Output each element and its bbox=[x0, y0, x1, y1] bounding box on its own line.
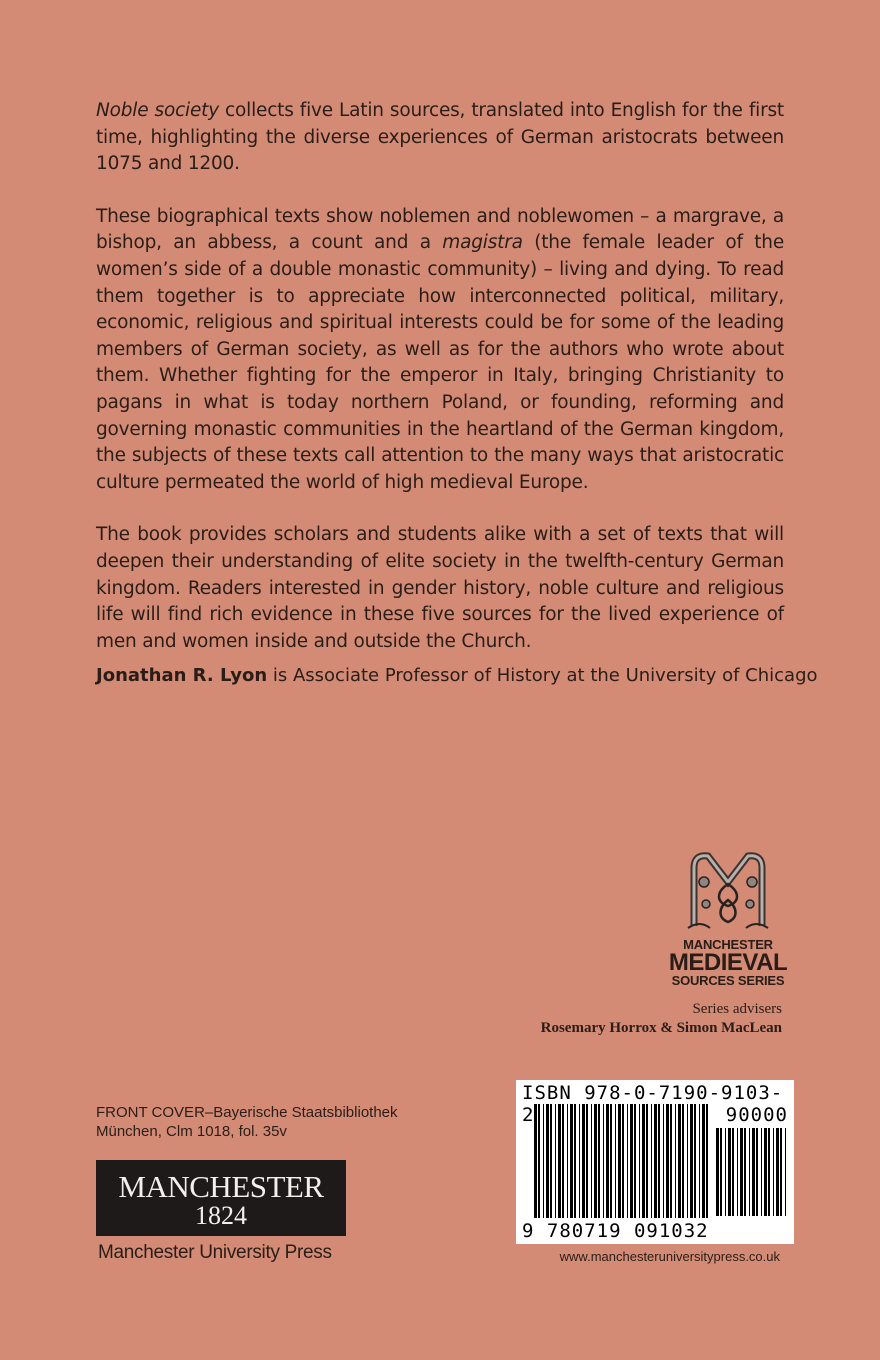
blurb-paragraph-1 bbox=[96, 98, 784, 178]
barcode-bar bbox=[756, 1128, 758, 1216]
barcode-bar bbox=[761, 1128, 762, 1216]
barcode-bar bbox=[603, 1104, 604, 1218]
series-line-1: MANCHESTER bbox=[683, 937, 773, 952]
front-cover-line-2: München, Clm 1018, fol. 35v bbox=[96, 1123, 287, 1140]
isbn-text: ISBN 978-0-7190-9103-2 bbox=[522, 1082, 784, 1126]
barcode-bar bbox=[749, 1128, 750, 1216]
barcode-bar bbox=[582, 1104, 585, 1218]
barcode-bar bbox=[716, 1128, 719, 1216]
publisher-logo-year: 1824 bbox=[195, 1201, 247, 1230]
back-cover-blurb bbox=[96, 98, 784, 681]
front-cover-credit bbox=[96, 1103, 398, 1141]
barcode-bar bbox=[627, 1104, 628, 1218]
barcode-bar bbox=[682, 1104, 684, 1218]
isbn-barcode bbox=[516, 1080, 794, 1244]
barcode-bar bbox=[776, 1128, 779, 1216]
barcode-bar bbox=[639, 1104, 640, 1218]
blurb-p2-text-b: (the female leader of the women’s side of a double monastic community) – living and dying. To read them together is to appreciate how interconnected political, military, economic, religious and spiritual interests could be for some of the leading members of German society, as well as for the authors who wrote about them. Whether fighting for the emperor in Italy, bringing Christianity to pagans in what is today northern Poland, or founding, reforming and governing monastic communities in the heartland of the German kingdom, the subjects of these texts call attention to the many ways that aristocratic culture permeated the world of high medieval Europe. bbox=[96, 232, 784, 493]
barcode-bar bbox=[737, 1128, 738, 1216]
barcode-bar bbox=[675, 1104, 676, 1218]
barcode-bar bbox=[699, 1104, 700, 1218]
barcode-bar bbox=[773, 1128, 774, 1216]
barcode-bar bbox=[654, 1104, 657, 1218]
barcode-bar bbox=[768, 1128, 770, 1216]
barcode-bar bbox=[646, 1104, 648, 1218]
barcode-bar bbox=[740, 1128, 743, 1216]
addon-number: 90000 bbox=[725, 1104, 788, 1126]
barcode-bar bbox=[534, 1104, 537, 1218]
barcode-bar bbox=[570, 1104, 573, 1218]
barcode-bar bbox=[658, 1104, 660, 1218]
ean-number: 9 780719 091032 bbox=[522, 1220, 709, 1242]
barcode-bar bbox=[543, 1104, 544, 1218]
barcode-bar bbox=[606, 1104, 609, 1218]
barcode-bar bbox=[618, 1104, 621, 1218]
barcode-bar bbox=[630, 1104, 633, 1218]
barcode-bar bbox=[594, 1104, 597, 1218]
barcode-bar bbox=[687, 1104, 688, 1218]
barcode-bar bbox=[615, 1104, 616, 1218]
barcode-bar bbox=[702, 1104, 705, 1218]
publisher-logo bbox=[96, 1160, 346, 1236]
barcode-bar bbox=[720, 1128, 722, 1216]
barcode-bar bbox=[558, 1104, 561, 1218]
barcode-bar bbox=[663, 1104, 664, 1218]
blurb-p2-text-a: These biographical texts show noblemen and noblewomen – a margrave, a bishop, an abbess, a count and a bbox=[96, 205, 784, 254]
barcode-bar bbox=[732, 1128, 734, 1216]
barcode-bar bbox=[598, 1104, 600, 1218]
ean-barcode-bars bbox=[534, 1104, 712, 1218]
barcode-bar bbox=[706, 1104, 708, 1218]
series-line-3: SOURCES SERIES bbox=[671, 973, 785, 988]
barcode-bar bbox=[567, 1104, 568, 1218]
blurb-paragraph-2 bbox=[96, 204, 784, 497]
barcode-bar bbox=[780, 1128, 782, 1216]
barcode-bar bbox=[785, 1128, 786, 1216]
barcode-bar bbox=[666, 1104, 669, 1218]
barcode-bar bbox=[610, 1104, 612, 1218]
barcode-bar bbox=[752, 1128, 755, 1216]
barcode-bar bbox=[579, 1104, 580, 1218]
barcode-bar bbox=[728, 1128, 731, 1216]
series-advisers bbox=[541, 1000, 782, 1038]
blurb-paragraph-3: The book provides scholars and students alike with a set of texts that will deepen their understanding of elite society in the twelfth-century German kingdom. Readers interested in gender history, noble culture and religious life will find rich evidence in these five sources for the lived experience of men and women inside and outside the Church. bbox=[96, 524, 784, 652]
barcode-bar bbox=[562, 1104, 564, 1218]
barcode-bar bbox=[550, 1104, 552, 1218]
publisher-website: www.manchesteruniversitypress.co.uk bbox=[559, 1249, 780, 1264]
barcode-bar bbox=[744, 1128, 746, 1216]
barcode-bar bbox=[642, 1104, 645, 1218]
publisher-name: Manchester University Press bbox=[98, 1242, 332, 1263]
barcode-bar bbox=[538, 1104, 540, 1218]
author-bio-text: is Associate Professor of History at the University of Chicago bbox=[267, 665, 818, 686]
barcode-bar bbox=[622, 1104, 624, 1218]
barcode-bar bbox=[690, 1104, 693, 1218]
blurb-p1-text: collects five Latin sources, translated into English for the first time, highlighting the diverse experiences of German aristocrats between 1075 and 1200. bbox=[96, 100, 784, 175]
advisers-names: Rosemary Horrox & Simon MacLean bbox=[540, 1020, 782, 1036]
barcode-bar bbox=[555, 1104, 556, 1218]
series-line-2: MEDIEVAL bbox=[668, 949, 788, 976]
addon-barcode-bars bbox=[716, 1128, 788, 1216]
barcode-bar bbox=[574, 1104, 576, 1218]
barcode-bar bbox=[651, 1104, 652, 1218]
advisers-label: Series advisers bbox=[692, 1001, 782, 1017]
author-bio bbox=[96, 663, 818, 689]
barcode-bar bbox=[670, 1104, 672, 1218]
barcode-bar bbox=[591, 1104, 592, 1218]
front-cover-line-1: FRONT COVER–Bayerische Staatsbibliothek bbox=[96, 1104, 398, 1121]
publisher-logo-name: MANCHESTER bbox=[118, 1169, 324, 1204]
series-logo bbox=[660, 842, 796, 988]
barcode-bar bbox=[764, 1128, 767, 1216]
magistra-term: magistra bbox=[442, 232, 523, 254]
barcode-bar bbox=[725, 1128, 726, 1216]
barcode-bar bbox=[586, 1104, 588, 1218]
ornate-m-emblem-icon bbox=[680, 842, 776, 938]
author-name: Jonathan R. Lyon bbox=[96, 665, 268, 686]
barcode-bar bbox=[694, 1104, 696, 1218]
barcode-bar bbox=[634, 1104, 636, 1218]
barcode-bar bbox=[546, 1104, 549, 1218]
book-title: Noble society bbox=[96, 100, 219, 121]
barcode-bar bbox=[678, 1104, 681, 1218]
